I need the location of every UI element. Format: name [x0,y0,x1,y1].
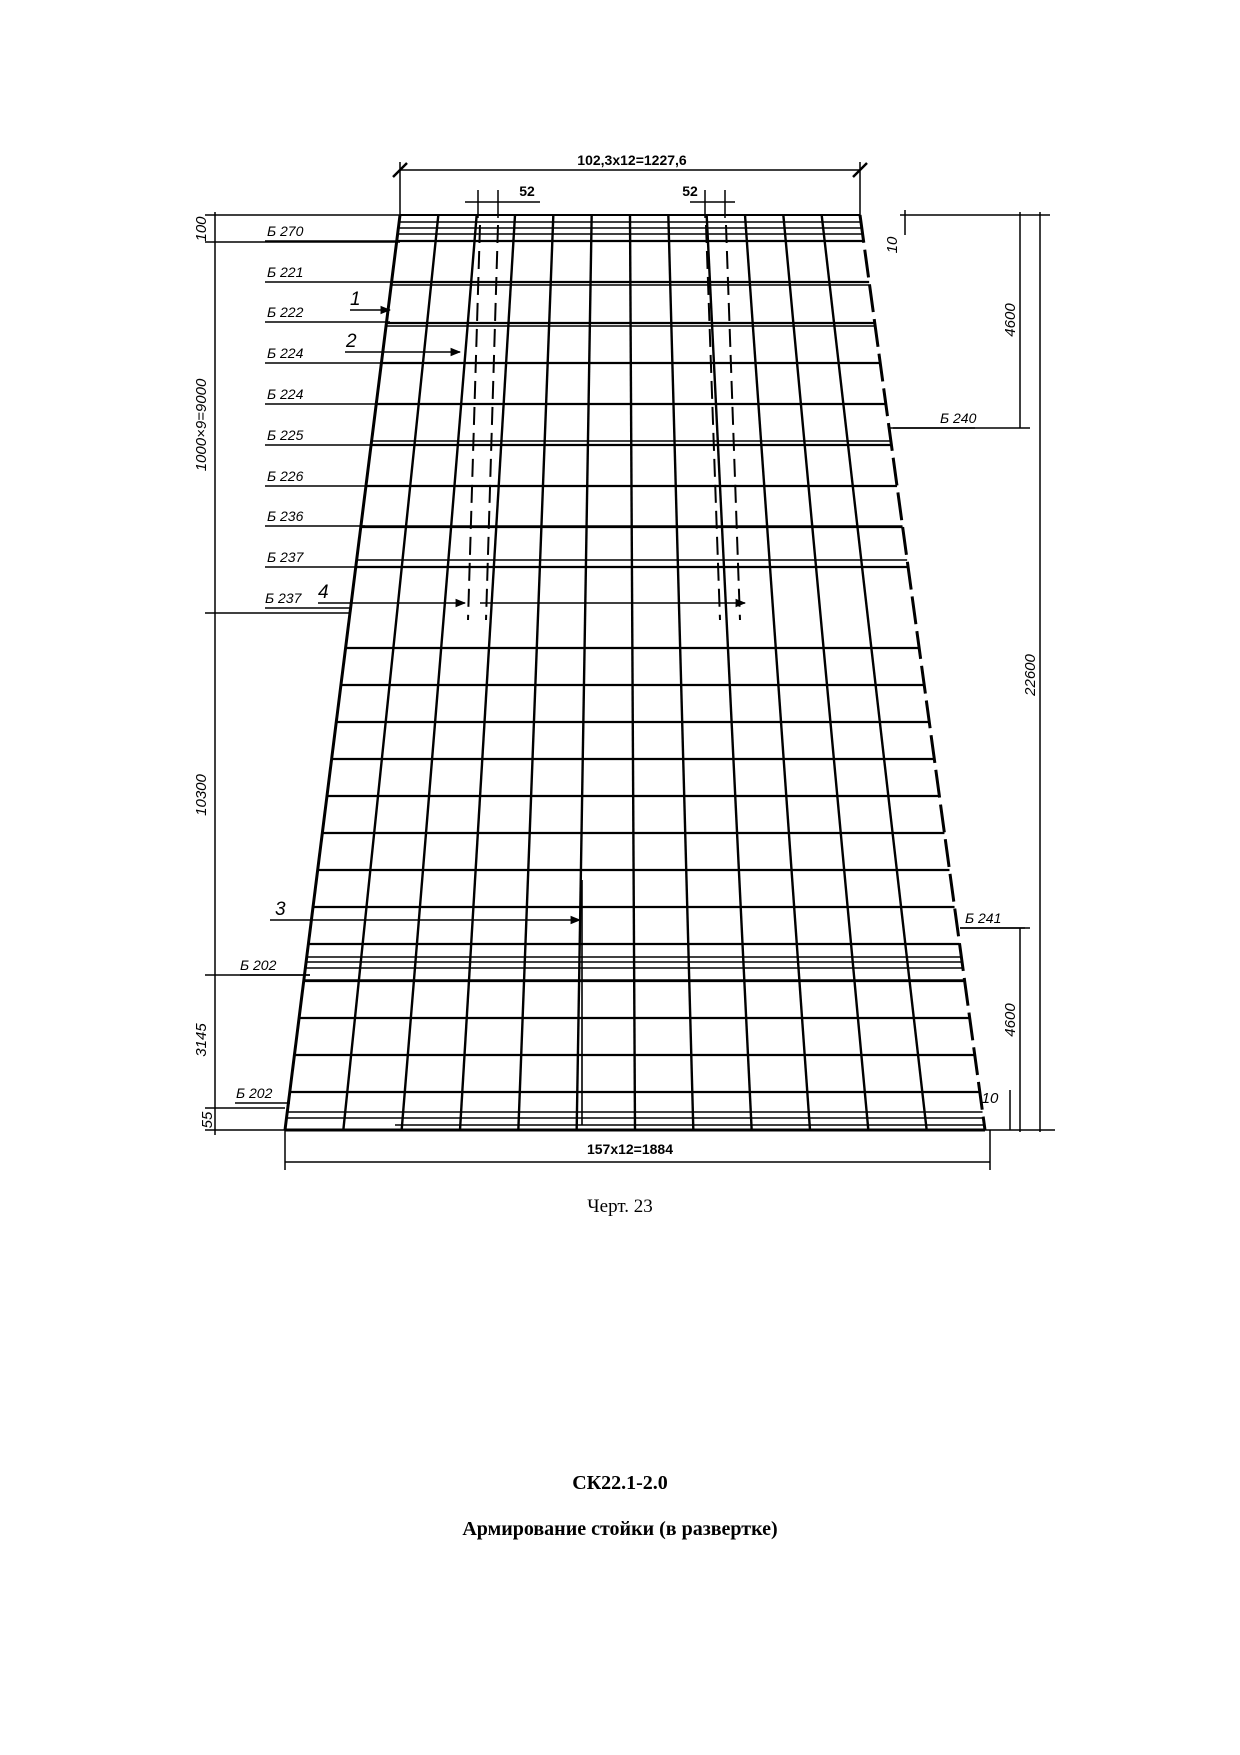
longitudinal-bar [577,215,592,1130]
longitudinal-bar [707,215,752,1130]
right-lower-dimension: 4600 [1002,1003,1019,1037]
left-lower-dimension: 3145 [193,1023,210,1057]
callout-4: 4 [318,582,329,603]
left-bottom-dimension: 55 [199,1111,216,1129]
bar-label-b226: Б 226 [267,468,304,484]
document-code: СК22.1-2.0 [572,1472,668,1494]
bar-label-b225: Б 225 [267,427,304,443]
bar-label-b224-a: Б 224 [267,345,304,361]
longitudinal-bar [460,215,515,1130]
right-top-small-dimension: 10 [884,236,901,254]
top-width-dimension: 102,3x12=1227,6 [577,152,687,168]
longitudinal-bar [745,215,810,1130]
longitudinal-bar [822,215,927,1130]
right-upper-dimension: 4600 [1002,303,1019,337]
bottom-width-dimension: 157x12=1884 [586,1141,674,1157]
offset-left-dimension: 52 [519,183,535,199]
bar-label-b240: Б 240 [940,410,977,426]
bar-label-b241: Б 241 [965,910,1002,926]
longitudinal-bar [518,215,553,1130]
bar-label-b221: Б 221 [267,264,304,280]
left-middle-dimension: 10300 [193,774,210,816]
callout-1: 1 [350,289,361,310]
longitudinal-bar [783,215,868,1130]
bar-label-b222: Б 222 [267,304,304,320]
bar-label-b236: Б 236 [267,508,304,524]
right-total-dimension: 22600 [1022,654,1039,696]
figure-caption: Черт. 23 [587,1196,653,1217]
longitudinal-bar [630,215,635,1130]
bar-label-b270: Б 270 [267,223,304,239]
offset-right-dimension: 52 [682,183,698,199]
bar-label-b202-a: Б 202 [240,957,277,973]
document-title: Армирование стойки (в развертке) [462,1518,778,1540]
bar-label-b237-a: Б 237 [267,549,304,565]
longitudinal-bar [668,215,693,1130]
bar-label-b237-b: Б 237 [265,590,302,606]
callout-3: 3 [275,899,286,920]
callout-2: 2 [346,331,357,352]
left-upper-dimension: 1000×9=9000 [193,378,210,472]
bar-label-b224-b: Б 224 [267,386,304,402]
left-top-dimension: 100 [193,216,210,242]
right-bottom-small-dimension: 10 [981,1090,999,1107]
bar-label-b202-b: Б 202 [236,1085,273,1101]
